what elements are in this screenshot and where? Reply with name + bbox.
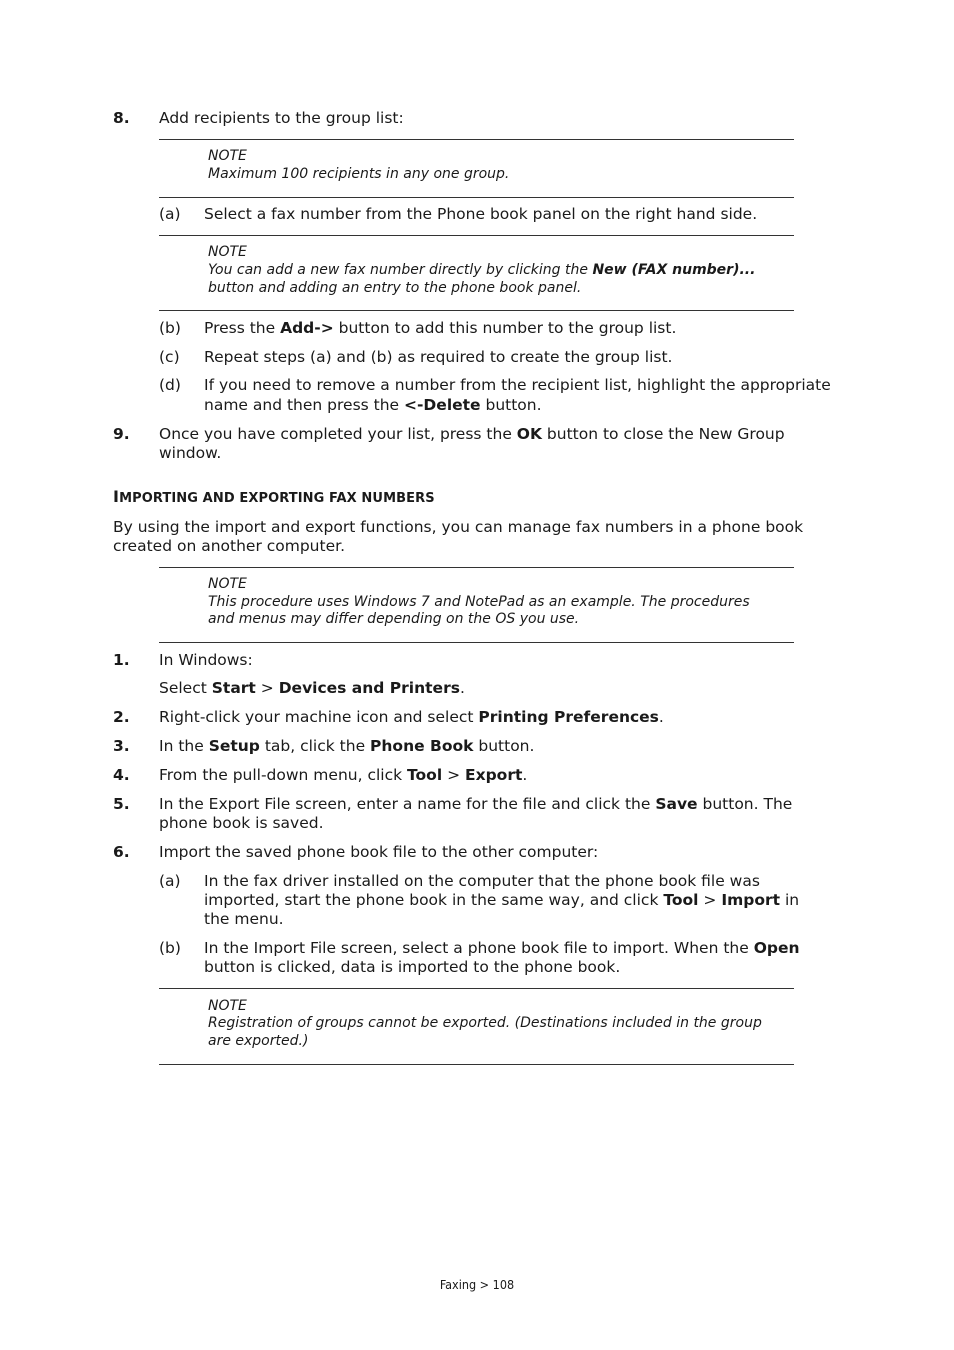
step-text: In the Export File screen, enter a name for the file and click the Save button. The	[159, 795, 793, 813]
note-text: button and adding an entry to the phone book panel.	[208, 280, 582, 296]
note-rule-bottom	[159, 1064, 794, 1065]
note-rule-top	[159, 567, 794, 568]
substep-text: the menu.	[204, 910, 284, 928]
page-footer: Faxing > 108	[439, 1277, 515, 1292]
ui-term: <-Delete	[404, 396, 481, 414]
step-number: 5.	[113, 795, 130, 813]
ui-term: New (FAX number)...	[592, 262, 756, 278]
step-number: 1.	[113, 651, 130, 669]
note-rule-bottom	[159, 197, 794, 198]
ui-term: Tool	[407, 766, 443, 784]
ui-term: Setup	[208, 737, 260, 755]
note-rule-top	[159, 988, 794, 989]
paragraph: By using the import and export functions, you can manage fax numbers in a phone book	[113, 518, 804, 536]
note-label: NOTE	[208, 576, 247, 592]
step-number: 2.	[113, 708, 130, 726]
substep-text: Press the Add-> button to add this number to the group list.	[204, 319, 677, 337]
note-rule-top	[159, 235, 794, 236]
ui-term: Open	[753, 939, 800, 957]
ui-term: Save	[655, 795, 698, 813]
ui-term: Devices and Printers	[278, 679, 460, 697]
step-number: 3.	[113, 737, 130, 755]
step-number: 6.	[113, 843, 130, 861]
note-text: You can add a new fax number directly by clicking the New (FAX number)...	[208, 262, 756, 278]
substep-label: (a)	[159, 872, 181, 890]
ui-term: Phone Book	[370, 737, 474, 755]
substep-text: Select a fax number from the Phone book panel on the right hand side.	[204, 205, 758, 223]
step-text: In the Setup tab, click the Phone Book button.	[159, 737, 535, 755]
note-text: Registration of groups cannot be exported. (Destinations included in the group	[208, 1015, 762, 1031]
note-text: Maximum 100 recipients in any one group.	[208, 166, 510, 182]
step-text: phone book is saved.	[159, 814, 324, 832]
substep-text: Repeat steps (a) and (b) as required to create the group list.	[204, 348, 673, 366]
substep-label: (c)	[159, 348, 180, 366]
substep-label: (b)	[159, 939, 181, 957]
step-text: From the pull-down menu, click Tool > Export.	[159, 766, 528, 784]
note-label: NOTE	[208, 148, 247, 164]
section-heading: IMPORTING AND EXPORTING FAX NUMBERS	[113, 487, 435, 506]
step-number: 4.	[113, 766, 130, 784]
note-text: This procedure uses Windows 7 and NotePad as an example. The procedures	[208, 594, 750, 610]
note-text: are exported.)	[208, 1033, 309, 1049]
substep-text: name and then press the <-Delete button.	[204, 396, 542, 414]
substep-label: (a)	[159, 205, 181, 223]
substep-text: imported, start the phone book in the same way, and click Tool > Import in	[204, 891, 800, 909]
substep-text: In the Import File screen, select a phone book file to import. When the Open	[204, 939, 800, 957]
note-rule-top	[159, 139, 794, 140]
note-rule-bottom	[159, 310, 794, 311]
substep-text: If you need to remove a number from the recipient list, highlight the appropriate	[204, 376, 831, 394]
ui-term: OK	[516, 425, 542, 443]
note-rule-bottom	[159, 642, 794, 643]
ui-term: Add->	[280, 319, 334, 337]
note-text: and menus may differ depending on the OS you use.	[208, 611, 580, 627]
note-label: NOTE	[208, 244, 247, 260]
step-text: Once you have completed your list, press the OK button to close the New Group	[159, 425, 785, 443]
paragraph: created on another computer.	[113, 537, 346, 555]
substep-text: In the fax driver installed on the computer that the phone book file was	[204, 872, 760, 890]
substep-label: (b)	[159, 319, 181, 337]
ui-term: Start	[211, 679, 256, 697]
step-number: 8.	[113, 109, 130, 127]
ui-term: Export	[464, 766, 523, 784]
step-text: window.	[159, 444, 222, 462]
ui-term: Printing Preferences	[478, 708, 659, 726]
ui-term: Import	[721, 891, 781, 909]
step-text: Right-click your machine icon and select Printing Preferences.	[159, 708, 664, 726]
step-text: Import the saved phone book file to the other computer:	[159, 843, 599, 861]
substep-label: (d)	[159, 376, 181, 394]
step-text: Select Start > Devices and Printers.	[159, 679, 465, 697]
ui-term: Tool	[663, 891, 699, 909]
step-text: In Windows:	[159, 651, 253, 669]
step-text: Add recipients to the group list:	[159, 109, 404, 127]
substep-text: button is clicked, data is imported to the phone book.	[204, 958, 621, 976]
note-label: NOTE	[208, 998, 247, 1014]
step-number: 9.	[113, 425, 130, 443]
